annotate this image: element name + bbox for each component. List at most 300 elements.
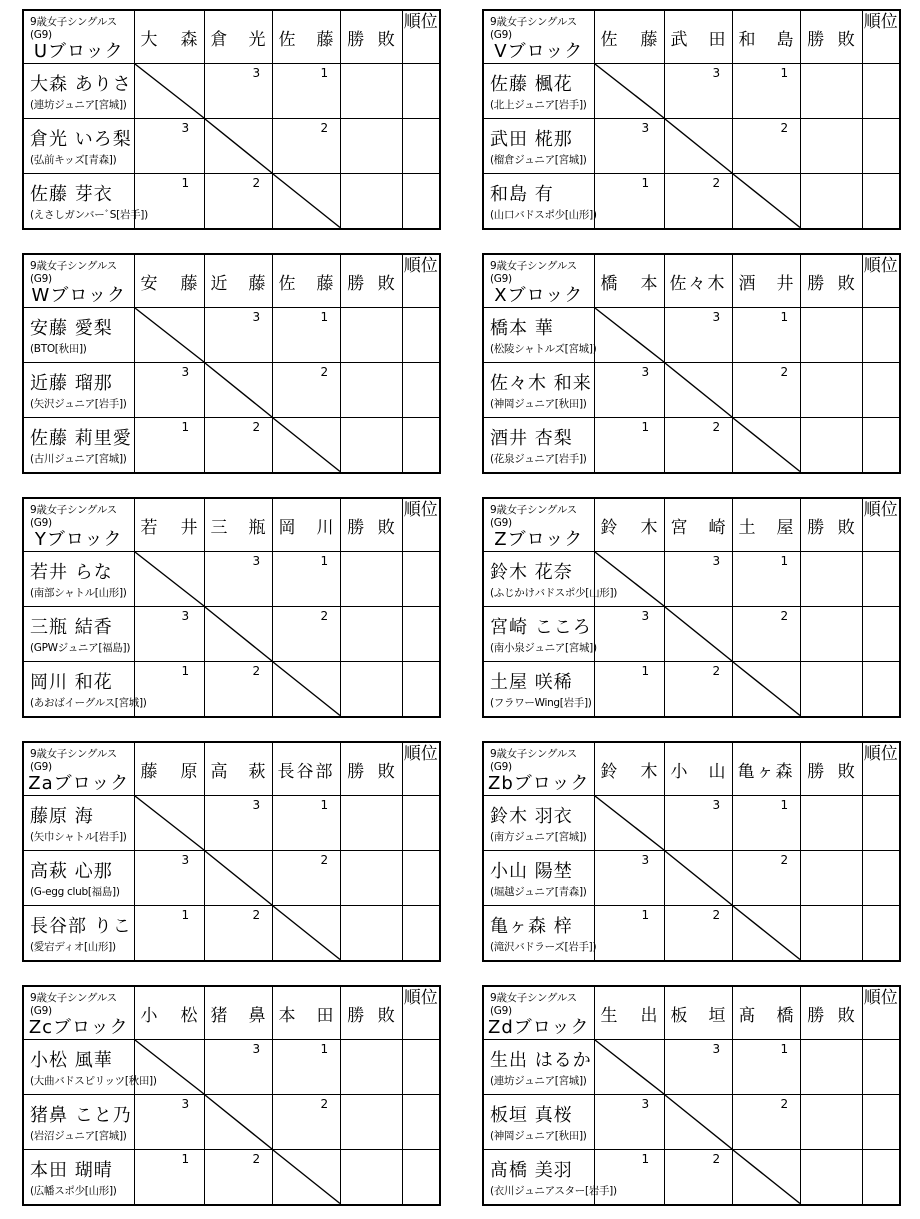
player-name: 藤原 海: [30, 806, 94, 827]
win-loss-header: [340, 254, 402, 308]
match-number: 3: [181, 853, 190, 867]
diagonal-line: [135, 308, 204, 362]
match-cell: [204, 796, 272, 851]
rank-header: [862, 10, 900, 64]
player-name: 倉光 いろ梨: [30, 129, 132, 150]
opponent-header: [732, 10, 800, 64]
match-cell: [204, 1040, 272, 1095]
opponent-header-char: 本: [640, 273, 658, 294]
player-name: 小山 陽埜: [490, 861, 573, 882]
player-cell: [23, 1040, 157, 1095]
player-row: [483, 607, 900, 662]
opponent-header-char: 崎: [708, 517, 726, 538]
opponent-header: [134, 10, 204, 64]
win-loss-cell: [340, 1095, 402, 1150]
opponent-header: [664, 254, 732, 308]
match-number: 2: [252, 1152, 261, 1166]
match-cell: [134, 1095, 204, 1150]
match-number: 3: [252, 310, 261, 324]
player-club: (岩沼ジュニア[宮城]): [30, 1130, 127, 1142]
match-cell: [732, 851, 800, 906]
rank-cell: [862, 662, 900, 717]
diagonal-cell: [594, 1040, 664, 1095]
diagonal-cell: [732, 418, 800, 473]
diagonal-line: [205, 851, 272, 905]
player-name: 若井 らな: [30, 562, 113, 583]
diagonal-cell: [204, 363, 272, 418]
player-club: (南小泉ジュニア[宮城]): [490, 642, 597, 654]
diagonal-line: [273, 662, 340, 716]
match-cell: [204, 1150, 272, 1205]
player-row: [23, 308, 440, 363]
player-name: 佐藤 莉里愛: [30, 428, 132, 449]
match-number: 3: [181, 121, 190, 135]
diagonal-cell: [204, 851, 272, 906]
win-loss-cell: [800, 607, 862, 662]
player-club: (松陵シャトルズ[宮城]): [490, 343, 597, 355]
win-label: 勝: [347, 1005, 365, 1026]
player-club: (榴倉ジュニア[宮城]): [490, 154, 587, 166]
player-name: 鈴木 花奈: [490, 562, 573, 583]
player-name: 和島 有: [490, 184, 554, 205]
match-cell: [204, 662, 272, 717]
opponent-header-char: 垣: [708, 1005, 726, 1026]
player-name: 板垣 真桜: [490, 1105, 573, 1126]
match-cell: [664, 174, 732, 229]
match-cell: [134, 119, 204, 174]
match-cell: [664, 64, 732, 119]
player-club: (えさしガンバーﾞS[岩手]): [30, 209, 148, 221]
win-loss-cell: [340, 1040, 402, 1095]
match-cell: [664, 1150, 732, 1205]
player-name: 亀ヶ森 梓: [490, 916, 573, 937]
rank-header: [402, 986, 440, 1040]
match-number: 2: [780, 853, 789, 867]
diagonal-line: [135, 1040, 204, 1094]
opponent-header-char: 原: [180, 761, 198, 782]
player-name: 佐藤 楓花: [490, 74, 573, 95]
win-loss-cell: [800, 552, 862, 607]
match-cell: [594, 607, 664, 662]
match-number: 2: [780, 121, 789, 135]
block-title-cell: [483, 254, 594, 308]
diagonal-line: [595, 552, 664, 606]
player-cell: [483, 662, 594, 717]
opponent-header-char: 藤: [248, 273, 266, 294]
match-number: 1: [780, 798, 789, 812]
match-cell: [272, 363, 340, 418]
opponent-header-char: 屋: [776, 517, 794, 538]
rank-cell: [402, 308, 440, 363]
opponent-header-char: 鈴: [600, 517, 618, 538]
win-loss-cell: [340, 796, 402, 851]
win-loss-cell: [800, 662, 862, 717]
block-title-cell: [23, 254, 134, 308]
diagonal-cell: [594, 796, 664, 851]
match-number: 1: [780, 310, 789, 324]
block-grid: [22, 497, 441, 718]
match-number: 3: [712, 310, 721, 324]
player-cell: [23, 64, 134, 119]
win-loss-header: [800, 10, 862, 64]
player-cell: [23, 607, 134, 662]
player-club: (北上ジュニア[岩手]): [490, 99, 587, 111]
match-cell: [134, 363, 204, 418]
match-number: 1: [181, 664, 190, 678]
block-grid: [482, 741, 901, 962]
category-label: 9歳女子シングルス(G9): [30, 992, 117, 1017]
opponent-header-char: 和: [738, 29, 756, 50]
opponent-header: [134, 742, 204, 796]
diagonal-line: [273, 1150, 340, 1204]
win-loss-header: [340, 742, 402, 796]
opponent-header-char: 川: [316, 517, 334, 538]
opponent-header-char: 藤: [316, 29, 334, 50]
category-label: 9歳女子シングルス(G9): [490, 992, 577, 1017]
player-row: [483, 1150, 900, 1205]
match-cell: [664, 796, 732, 851]
diagonal-cell: [664, 607, 732, 662]
player-row: [483, 1040, 900, 1095]
opponent-header-char: 鼻: [248, 1005, 266, 1026]
rank-cell: [862, 174, 900, 229]
rank-label: 順位: [863, 500, 898, 520]
rank-cell: [402, 363, 440, 418]
block-title-cell: [483, 498, 594, 552]
opponent-header: [664, 986, 732, 1040]
diagonal-line: [205, 363, 272, 417]
opponent-header-text: 佐々木: [669, 273, 727, 294]
match-cell: [594, 906, 664, 961]
diagonal-line: [733, 418, 800, 472]
opponent-header-char: 本: [278, 1005, 296, 1026]
player-cell: [23, 418, 134, 473]
loss-label: 敗: [377, 273, 395, 294]
match-number: 2: [320, 1097, 329, 1111]
rank-cell: [402, 662, 440, 717]
diagonal-cell: [134, 552, 204, 607]
opponent-header-char: 萩: [248, 761, 266, 782]
category-label: 9歳女子シングルス(G9): [30, 504, 117, 529]
opponent-header: [594, 742, 664, 796]
block-title-cell: [483, 986, 594, 1040]
match-cell: [204, 552, 272, 607]
player-row: [483, 64, 900, 119]
rank-cell: [402, 796, 440, 851]
player-club: (南方ジュニア[宮城]): [490, 831, 587, 843]
match-cell: [272, 119, 340, 174]
player-cell: [483, 851, 594, 906]
rank-cell: [402, 552, 440, 607]
diagonal-line: [273, 418, 340, 472]
rank-cell: [402, 906, 440, 961]
win-loss-cell: [340, 174, 402, 229]
player-cell: [483, 1150, 617, 1205]
player-row: [483, 851, 900, 906]
block-title-cell: [483, 10, 594, 64]
player-cell: [483, 119, 594, 174]
player-cell: [483, 1040, 594, 1095]
player-name: 三瓶 結香: [30, 617, 113, 638]
win-loss-cell: [800, 851, 862, 906]
opponent-header: [272, 254, 340, 308]
diagonal-line: [595, 796, 664, 850]
opponent-header-char: 藤: [316, 273, 334, 294]
match-number: 2: [252, 908, 261, 922]
opponent-header-char: 小: [140, 1005, 158, 1026]
block-title-cell: [23, 742, 134, 796]
match-cell: [732, 1095, 800, 1150]
match-number: 1: [320, 554, 329, 568]
block-grid: [22, 9, 441, 230]
category-label: 9歳女子シングルス(G9): [490, 748, 577, 773]
opponent-header-char: 猪: [210, 1005, 228, 1026]
diagonal-line: [205, 119, 272, 173]
match-cell: [272, 64, 340, 119]
player-name: 高萩 心那: [30, 861, 113, 882]
diagonal-line: [273, 906, 340, 960]
diagonal-cell: [664, 851, 732, 906]
block-name: Zブロック: [494, 529, 584, 550]
match-cell: [732, 64, 800, 119]
block-grid: [22, 985, 441, 1206]
diagonal-line: [595, 1040, 664, 1094]
win-loss-cell: [800, 174, 862, 229]
rank-cell: [402, 851, 440, 906]
opponent-header: [594, 986, 664, 1040]
match-number: 3: [252, 66, 261, 80]
diagonal-cell: [134, 308, 204, 363]
category-label: 9歳女子シングルス(G9): [30, 748, 117, 773]
match-cell: [664, 308, 732, 363]
rank-header: [862, 986, 900, 1040]
win-label: 勝: [347, 273, 365, 294]
match-cell: [134, 607, 204, 662]
opponent-header-char: 佐: [278, 29, 296, 50]
diagonal-cell: [594, 308, 664, 363]
player-club: (G-egg club[福島]): [30, 886, 120, 898]
win-loss-cell: [340, 308, 402, 363]
player-club: (矢沢ジュニア[岩手]): [30, 398, 127, 410]
match-number: 3: [181, 609, 190, 623]
win-loss-cell: [800, 906, 862, 961]
player-club: (ふじかけバドスポ少[山形]): [490, 587, 618, 599]
match-cell: [272, 552, 340, 607]
category-label: 9歳女子シングルス(G9): [30, 260, 117, 285]
opponent-header-char: 田: [316, 1005, 334, 1026]
rank-header: [402, 498, 440, 552]
rank-label: 順位: [863, 256, 898, 276]
player-row: [23, 906, 440, 961]
rank-label: 順位: [863, 12, 898, 32]
block-name: Wブロック: [31, 285, 126, 306]
rank-cell: [402, 607, 440, 662]
player-row: [23, 1095, 440, 1150]
player-cell: [23, 119, 134, 174]
block-table: [482, 985, 899, 1204]
opponent-header-char: 若: [140, 517, 158, 538]
block-name: Xブロック: [494, 285, 584, 306]
player-cell: [23, 1150, 134, 1205]
diagonal-cell: [732, 906, 800, 961]
win-loss-cell: [340, 607, 402, 662]
player-name: 土屋 咲稀: [490, 672, 573, 693]
opponent-header: [732, 986, 800, 1040]
opponent-header-char: 佐: [278, 273, 296, 294]
opponent-header: [204, 986, 272, 1040]
match-cell: [134, 906, 204, 961]
category-label: 9歳女子シングルス(G9): [30, 16, 117, 41]
rank-cell: [862, 308, 900, 363]
rank-cell: [862, 1150, 900, 1205]
block-grid: [482, 253, 901, 474]
diagonal-line: [665, 119, 732, 173]
player-row: [483, 796, 900, 851]
match-number: 2: [712, 664, 721, 678]
win-loss-header: [800, 254, 862, 308]
player-name: 猪鼻 こと乃: [30, 1105, 132, 1126]
player-cell: [23, 308, 134, 363]
match-number: 2: [780, 1097, 789, 1111]
player-club: (古川ジュニア[宮城]): [30, 453, 127, 465]
rank-label: 順位: [403, 744, 438, 764]
player-row: [23, 1150, 440, 1205]
player-row: [23, 363, 440, 418]
win-loss-cell: [340, 851, 402, 906]
diagonal-cell: [732, 174, 800, 229]
player-cell: [483, 418, 594, 473]
match-cell: [134, 1150, 204, 1205]
player-name: 岡川 和花: [30, 672, 113, 693]
player-cell: [23, 363, 134, 418]
diagonal-line: [665, 851, 732, 905]
match-cell: [732, 552, 800, 607]
match-cell: [134, 662, 204, 717]
match-cell: [664, 552, 732, 607]
match-cell: [664, 662, 732, 717]
match-cell: [272, 607, 340, 662]
win-loss-cell: [800, 64, 862, 119]
category-label: 9歳女子シングルス(G9): [490, 260, 577, 285]
opponent-header-char: 橋: [776, 1005, 794, 1026]
player-row: [23, 119, 440, 174]
player-row: [483, 308, 900, 363]
match-number: 3: [181, 365, 190, 379]
rank-cell: [402, 418, 440, 473]
win-loss-cell: [340, 1150, 402, 1205]
block-table: [22, 741, 439, 960]
opponent-header-char: 三: [210, 517, 228, 538]
match-number: 1: [181, 1152, 190, 1166]
win-label: 勝: [807, 273, 825, 294]
diagonal-cell: [664, 1095, 732, 1150]
opponent-header-char: 小: [670, 761, 688, 782]
match-number: 1: [641, 664, 650, 678]
player-club: (矢巾シャトル[岩手]): [30, 831, 127, 843]
opponent-header: [664, 10, 732, 64]
loss-label: 敗: [837, 761, 855, 782]
rank-header: [862, 742, 900, 796]
opponent-header: [204, 10, 272, 64]
rank-cell: [862, 418, 900, 473]
match-cell: [204, 174, 272, 229]
player-row: [23, 851, 440, 906]
diagonal-cell: [134, 796, 204, 851]
loss-label: 敗: [837, 1005, 855, 1026]
match-cell: [594, 418, 664, 473]
opponent-header-char: 森: [180, 29, 198, 50]
win-loss-cell: [800, 418, 862, 473]
match-cell: [732, 607, 800, 662]
match-cell: [732, 796, 800, 851]
match-cell: [204, 418, 272, 473]
opponent-header-char: 光: [248, 29, 266, 50]
player-cell: [483, 308, 597, 363]
opponent-header-char: 藤: [140, 761, 158, 782]
opponent-header: [272, 498, 340, 552]
opponent-header: [272, 742, 340, 796]
rank-cell: [862, 851, 900, 906]
win-loss-header: [340, 986, 402, 1040]
match-number: 1: [780, 66, 789, 80]
win-loss-cell: [340, 119, 402, 174]
match-number: 3: [252, 554, 261, 568]
player-club: (神岡ジュニア[秋田]): [490, 1130, 587, 1142]
opponent-header: [134, 254, 204, 308]
opponent-header-char: 鈴: [600, 761, 618, 782]
diagonal-line: [733, 662, 800, 716]
rank-cell: [862, 64, 900, 119]
match-number: 1: [181, 176, 190, 190]
block-title-cell: [483, 742, 594, 796]
match-cell: [594, 119, 664, 174]
loss-label: 敗: [377, 29, 395, 50]
match-cell: [134, 851, 204, 906]
opponent-header-char: 木: [640, 761, 658, 782]
diagonal-cell: [272, 174, 340, 229]
opponent-header: [664, 498, 732, 552]
match-cell: [204, 906, 272, 961]
win-loss-cell: [800, 1040, 862, 1095]
match-number: 3: [641, 609, 650, 623]
rank-header: [402, 742, 440, 796]
loss-label: 敗: [837, 273, 855, 294]
win-loss-cell: [800, 119, 862, 174]
rank-cell: [862, 363, 900, 418]
match-number: 2: [780, 609, 789, 623]
diagonal-line: [273, 174, 340, 228]
rank-cell: [402, 64, 440, 119]
match-cell: [732, 363, 800, 418]
win-label: 勝: [807, 761, 825, 782]
opponent-header-text: 長谷部: [277, 761, 335, 782]
block-name: Uブロック: [33, 41, 124, 62]
player-club: (大曲バドスピリッツ[秋田]): [30, 1075, 157, 1087]
opponent-header-char: 安: [140, 273, 158, 294]
match-number: 2: [252, 176, 261, 190]
player-row: [23, 64, 440, 119]
match-cell: [272, 796, 340, 851]
win-loss-cell: [340, 363, 402, 418]
opponent-header: [134, 986, 204, 1040]
opponent-header-char: 木: [640, 517, 658, 538]
match-cell: [594, 851, 664, 906]
player-club: (広幡スポ少[山形]): [30, 1185, 117, 1197]
player-cell: [483, 363, 594, 418]
match-number: 1: [641, 908, 650, 922]
rank-cell: [402, 1040, 440, 1095]
diagonal-line: [595, 308, 664, 362]
